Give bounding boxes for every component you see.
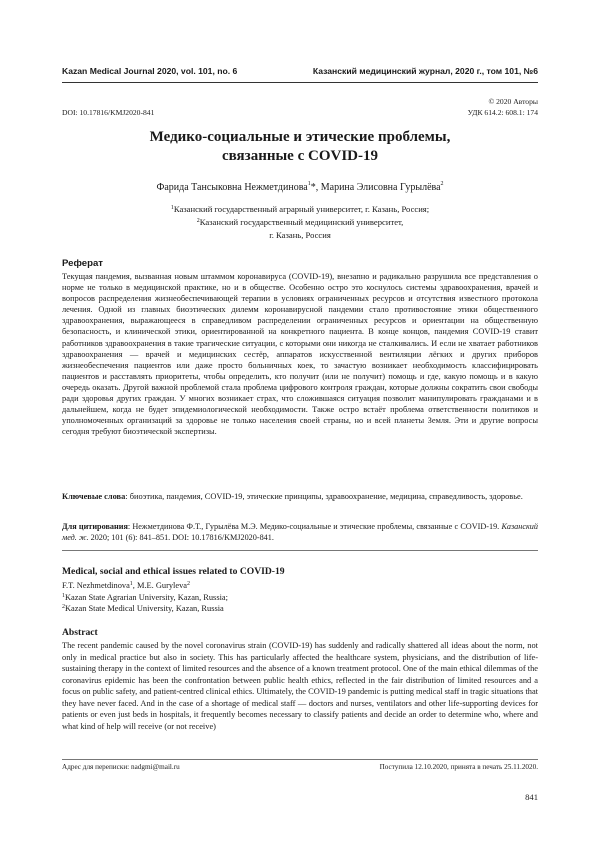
author-name: M.E. Guryleva: [136, 581, 187, 590]
citation-label: Для цитирования: [62, 522, 128, 531]
corresponding-marker: *: [310, 182, 316, 193]
section-divider: [62, 550, 538, 551]
running-header: [62, 66, 538, 80]
citation-journal: Казанский мед. ж.: [62, 522, 538, 543]
affiliation-text: Казанский государственный медицинский университет,: [199, 217, 404, 227]
english-title: Medical, social and ethical issues related to COVID-19: [62, 566, 285, 577]
affiliation-marker: 1: [62, 592, 65, 599]
title-line: Медико-социальные и этические проблемы,: [149, 129, 451, 145]
affiliation-marker: 1: [129, 581, 133, 587]
affiliation-marker: 2: [440, 181, 444, 187]
abstract-en-heading: Abstract: [62, 627, 98, 638]
affiliation-marker: 1: [170, 205, 174, 211]
affiliation-line: [62, 203, 538, 216]
affiliation-marker: 1: [307, 181, 311, 187]
doi: DOI: 10.17816/KMJ2020-841: [62, 108, 155, 117]
article-title: [62, 128, 538, 166]
title-line: связанные с COVID-19: [221, 148, 378, 164]
affiliations: [62, 203, 538, 242]
abstract-ru-text: Текущая пандемия, вызванная новым штаммом коронавируса (COVID-19), внезапно и радикально разрушила все представления о норме не только в медицинской практике, но и в обществе. Особенно остро это коснулось системы здравоохранения, врачей и вопросов распределения жизнеобеспечивающей терапии в условиях ограниченных ресурсов и отсутствия известного протокола лечения. Одной из главных биоэтических дилемм коронавирусной пандемии стало противостояние этики общественного здравоохранения, выражающееся в справедливом распределении ограниченных ресурсов и ориентации на общественную безопасность, и клинической этики, ориентированной на конкретного пациента. В конце концов, пандемия COVID-19 ставит работников здравоохранения в такие трагические ситуации, с которыми они никогда не сталкивались. И если не хватает работников здравоохранения — врачей и медицинских сестёр, аппаратов искусственной вентиляции лёгких и других приборов жизнеобеспечения пациентов или даже просто больничных коек, то зачастую возникает необходимость классифицировать пациентов и расставлять приоритеты, чтобы определить, кто получит (или не получит) помощь и где, какую помощь и в какую очередь оказать. Другой важной проблемой стала проблема цифрового контроля граждан, которые должны сократить свои свободы ради здоровья других граждан. У многих возникает страх, что сложившаяся ситуация позволит манипулировать гражданами и в дальнейшем, когда не будет эпидемиологической необходимости. Также остро встаёт проблема ответственности политиков и уполномоченных организаций за здоровье не только населения своей страны, но и всей планеты Земля. Эти и другие вопросы сегодня требуют биоэтической экспертизы.: [62, 272, 538, 437]
citation-text-end: 2020; 101 (6): 841–851. DOI: 10.17816/KMJ2020-841.: [88, 533, 274, 543]
citation-text: : Нежметдинова Ф.Т., Гурылёва М.Э. Медико-социальные и этические проблемы, связанные с COVID-19.: [127, 522, 502, 531]
author-name: Фарида Тансыковна Нежметдинова: [156, 182, 308, 193]
keywords-label: Ключевые слова: [62, 492, 126, 501]
header-left: Kazan Medical Journal 2020, vol. 101, no. 6: [62, 66, 238, 76]
affiliation-line: [62, 229, 538, 242]
affiliation-text: Казанский государственный аграрный университет, г. Казань, Россия;: [173, 204, 430, 214]
keywords: [62, 491, 538, 502]
footer-rule: [62, 759, 538, 760]
header-right: Казанский медицинский журнал, 2020 г., том 101, №6: [312, 66, 538, 76]
affiliation-marker: 2: [187, 581, 190, 587]
affiliation-line: [62, 216, 538, 229]
copyright: © 2020 Авторы: [488, 97, 538, 106]
page-number: 841: [525, 792, 538, 802]
affiliation-line: [62, 592, 228, 604]
english-authors: [62, 580, 228, 592]
affiliation-text: Kazan State Agrarian University, Kazan, Russia;: [65, 592, 228, 602]
keywords-text: : биоэтика, пандемия, COVID-19, этические принципы, здравоохранение, медицина, справедливость, здоровье.: [125, 492, 523, 501]
author-name: Марина Элисовна Гурылёва: [320, 182, 441, 193]
author-name: F.T. Nezhmetdinova: [62, 581, 130, 590]
author-list: [62, 182, 538, 193]
abstract-en-text: The recent pandemic caused by the novel coronavirus strain (COVID-19) has suddenly and radically shattered all ideas about the norm, not only in medical practice but also in society. This has particularly affected the healthcare system, physicians, and the distribution of life-sustaining therapy in the context of limited resources and the absence of a known treatment protocol. One of the main ethical dilemmas of the coronavirus epidemic has been the confrontation between public health ethics, reflected in the fair distribution of limited resources and a focus on public safety, and patient-centred clinical ethics. Ultimately, the COVID-19 pandemic is putting medical staff in tragic situations that they have never faced. And in the case of a shortage of medical staff — doctors and nurses, ventilators and other life-supporting devices for patients or even just beds in hospitals, it frequently becomes necessary to classify patients and decide an order to determine who, where and what kind of help will receive (or not receive): [62, 641, 538, 731]
english-authors-block: [62, 580, 228, 615]
affiliation-text: Kazan State Medical University, Kazan, Russia: [65, 604, 224, 613]
header-rule: [62, 82, 538, 83]
affiliation-marker: 2: [62, 604, 65, 610]
citation: [62, 521, 538, 543]
received-date: Поступила 12.10.2020, принята в печать 25.11.2020.: [379, 763, 538, 771]
affiliation-line: [62, 603, 228, 615]
author-separator: ,: [132, 581, 137, 590]
affiliation-text: г. Казань, Россия: [269, 230, 331, 240]
affiliation-marker: 2: [196, 218, 200, 224]
author-separator: ,: [315, 182, 321, 193]
udk-code: УДК 614.2: 608.1: 174: [467, 108, 538, 117]
abstract-ru-heading: Реферат: [62, 258, 103, 269]
correspondence-address: Адрес для переписки: nadgmi@mail.ru: [62, 763, 180, 771]
